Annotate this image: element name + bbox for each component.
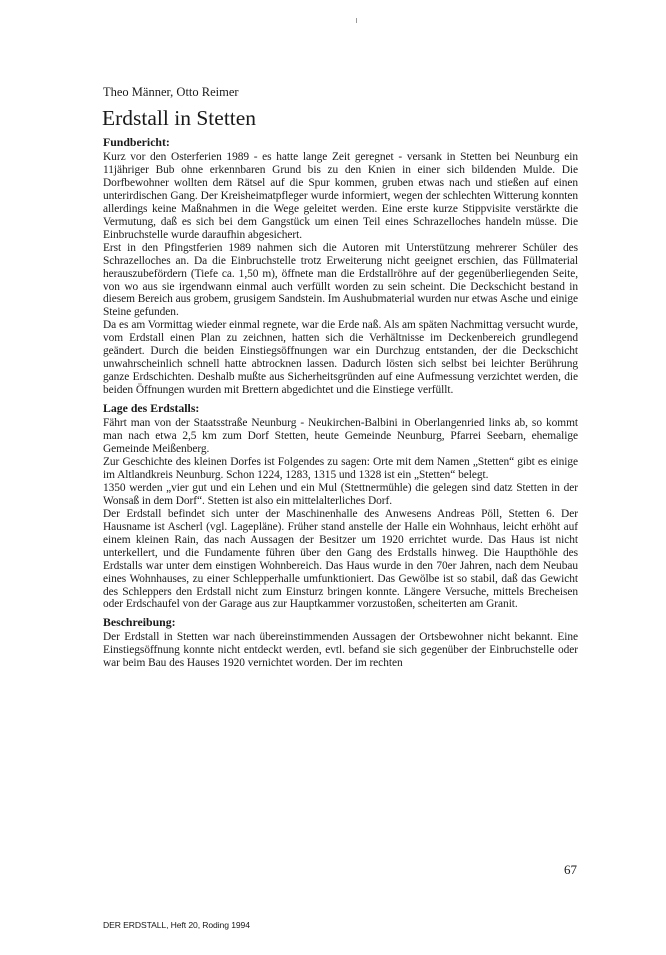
paragraph: Zur Geschichte des kleinen Dorfes ist Folgendes zu sagen: Orte mit dem Namen „Stetten“ gibt es einige im Altlandkreis Neunburg. Schon 1224, 1283, 1315 und 1328 ist ein „Stetten“ belegt. — [103, 455, 578, 481]
paragraph: 1350 werden „vier gut und ein Lehen und ein Mul (Stettnermühle) die gelegen sind datz Stetten in der Wonsaß in dem Dorf“. Stetten ist also ein mittelalterliches Dorf. — [103, 481, 578, 507]
section-heading: Lage des Erdstalls: — [103, 401, 200, 416]
scan-mark — [356, 18, 357, 23]
section-heading: Fundbericht: — [103, 135, 170, 149]
authors-line: Theo Männer, Otto Reimer — [103, 85, 239, 99]
paragraph: Der Erdstall befindet sich unter der Maschinenhalle des Anwesens Andreas Pöll, Stetten 6. Der Hausname ist Ascherl (vgl. Lagepläne). Früher stand anstelle der Halle ein Wohnhaus, leicht erhöht auf einem kleinen Rain, das nach Aussagen der Besitzer um 1920 errichtet wurde. Das Haus ist nicht unterkellert, und die Fundamente führen über den Gang des Erdstalls hinweg. Die Haupthöhle des Erdstalls war unter dem einstigen Wohnbereich. Das Haus wurde in den 70er Jahren, nach dem Neubau eines Wohnhauses, zu einer Schlepperhalle umfunktioniert. Das Gewölbe ist so stabil, daß das Gewicht des Schleppers den Erdstall nicht zum Einsturz bringen konnte. Längere Versuche, mittels Brecheisen oder Erdschaufel von der Garage aus zur Hauptkammer vorzustoßen, scheiterten am Granit. — [103, 507, 578, 611]
section-beschreibung — [103, 614, 578, 670]
page-number: 67 — [564, 862, 577, 877]
paragraph: Kurz vor den Osterferien 1989 - es hatte lange Zeit geregnet - versank in Stetten bei Neunburg ein 11jähriger Bub ohne erkennbaren Grund bis zu den Knien in einer sich bildenden Mulde. Die Dorfbewohner wollten dem Rätsel auf die Spur kommen, gruben etwas nach und stießen auf einen unterirdischen Gang. Der Kreisheimatpfleger wurde informiert, wegen der schlechten Witterung konnten allerdings keine Maßnahmen in die Wege geleitet werden. Eine erste kurze Stippvisite verstärkte die Vermutung, daß es sich bei dem Gangstück um einen Teil eines Schrazelloches handeln müsse. Die Einbruchstelle wurde daraufhin abgesichert. — [103, 151, 578, 241]
paragraph: Fährt man von der Staatsstraße Neunburg - Neukirchen-Balbini in Oberlangenried links ab, so kommt man nach etwa 2,5 km zum Dorf Stetten, heute Gemeinde Neunburg, Pfarrei Seebarn, ehemalige Gemeinde Meißenberg. — [103, 417, 578, 456]
paragraph: Erst in den Pfingstferien 1989 nahmen sich die Autoren mit Unterstützung mehrerer Schüler des Schrazelloches an. Da die Einbruchstelle trotz Erweiterung nicht geeignet erschien, das Füllmaterial herauszubefördern (Tiefe ca. 1,50 m), öffnete man die Erdstallröhre auf der gegenüberliegenden Seite, von wo aus sie irgendwann einmal auch verfüllt worden zu sein scheint. Die Deckschicht bestand in diesem Bereich aus grobem, grusigem Sandstein. Im Aushubmaterial wurden nur etwas Asche und einige Steine gefunden. — [103, 241, 578, 319]
paragraph: Da es am Vormittag wieder einmal regnete, war die Erde naß. Als am späten Nachmittag versucht wurde, vom Erdstall einen Plan zu zeichnen, hatten sich die Verhältnisse im Deckenbereich grundlegend geändert. Durch die beiden Einstiegsöffnungen war ein Durchzug entstanden, der die Deckschicht unwahrscheinlich schnell hatte abtrocknen lassen. Dadurch lösten sich selbst bei leichter Berührung ganze Erdschichten. Deshalb mußte aus Sicherheitsgründen auf eine Aufmessung verzichtet werden, die beiden Öffnungen wurden mit Brettern abgedichtet und die Einstiege verfüllt. — [103, 319, 578, 397]
section-heading: Beschreibung: — [103, 615, 176, 630]
paragraph: Der Erdstall in Stetten war nach übereinstimmenden Aussagen der Ortsbewohner nicht bekannt. Eine Einstiegsöffnung konnte nicht entdeckt werden, evtl. befand sie sich gegenüber der Einbruchstelle oder war beim Bau des Hauses 1920 vernichtet worden. Der im rechten — [103, 631, 578, 670]
section-fundbericht — [103, 134, 578, 397]
journal-footer: DER ERDSTALL, Heft 20, Roding 1994 — [103, 920, 250, 930]
article-body — [103, 134, 578, 670]
article-title: Erdstall in Stetten — [102, 106, 257, 130]
section-lage — [103, 400, 578, 611]
